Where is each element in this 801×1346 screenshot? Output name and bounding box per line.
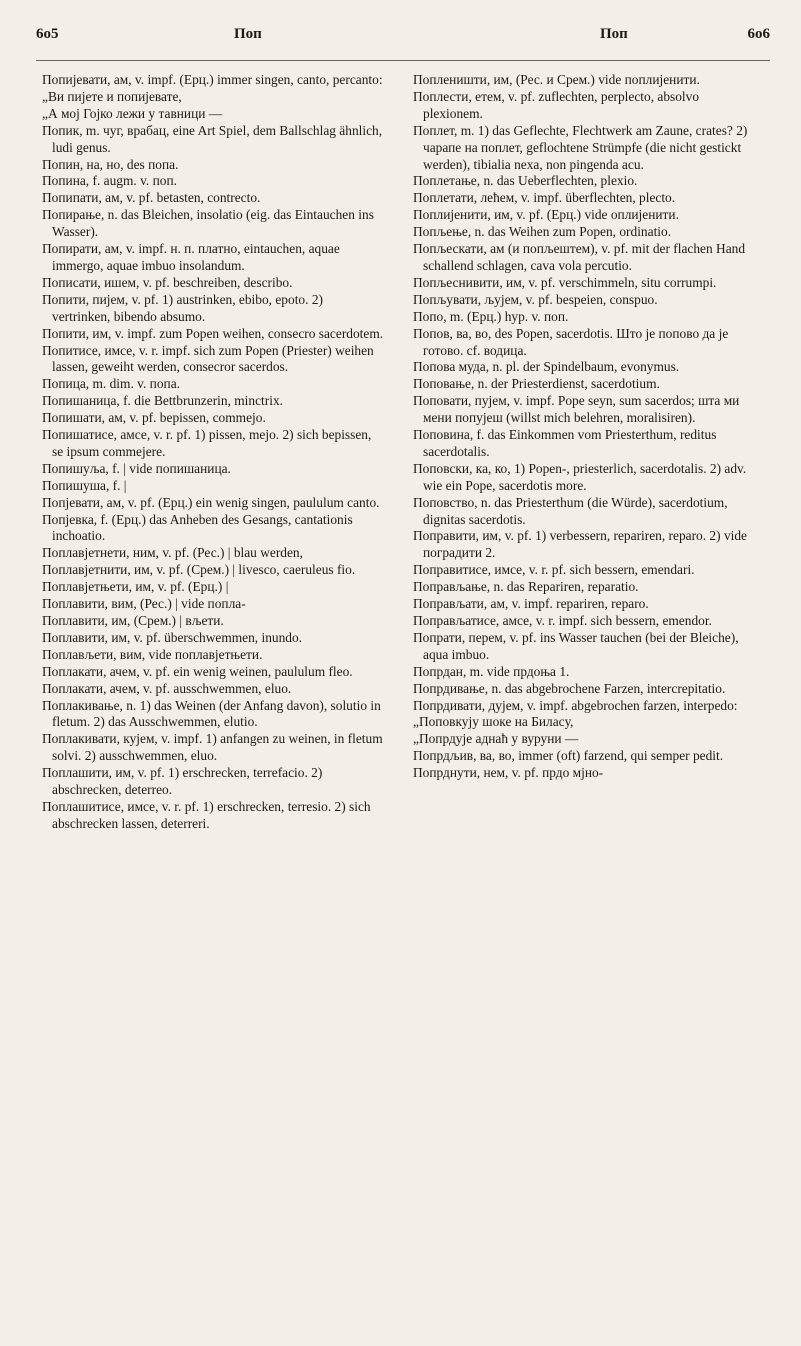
page-header bbox=[36, 26, 770, 54]
header-rule bbox=[36, 60, 770, 61]
dictionary-entry: Попљење, n. das Weihen zum Popen, ordinatio. bbox=[413, 224, 672, 240]
dictionary-entry: Поплакати, ачем, v. pf. ausschwemmen, eluo. bbox=[42, 680, 292, 696]
dictionary-entry: Попрдан, m. vide прдоња 1. bbox=[413, 663, 570, 679]
dictionary-entry: Поплавити, вим, (Рес.) | vide попла- bbox=[42, 596, 246, 612]
dictionary-entry: Попина, f. augm. v. поп. bbox=[42, 173, 177, 189]
page-number-left: 6o5 bbox=[36, 26, 59, 42]
dictionary-entry: Попити, пијем, v. pf. 1) austrinken, ebibo, epoto. 2) vertrinken, bibendo absumo. bbox=[42, 291, 323, 324]
dictionary-entry: Попишаница, f. die Bettbrunzerin, minctrix. bbox=[42, 393, 283, 409]
dictionary-entry: Попин, на, но, des попа. bbox=[42, 156, 179, 172]
dictionary-entry: Попишатисе, амсе, v. r. pf. 1) pissen, mejo. 2) sich bepissen, se ipsum commejere. bbox=[42, 427, 372, 459]
dictionary-entry: Попица, m. dim. v. попа. bbox=[42, 376, 180, 392]
dictionary-entry: Попљескати, ам (и попљештем), v. pf. mit der flachen Hand schallend schlagen, cava vola percutio. bbox=[413, 241, 746, 273]
running-head-right: Поп bbox=[600, 26, 628, 42]
dictionary-entry: Попрдивати, дујем, v. impf. abgebrochen farzen, interpedo: bbox=[413, 697, 738, 713]
dictionary-entry: Попљеснивити, им, v. pf. verschimmeln, situ corrumpi. bbox=[413, 274, 717, 290]
dictionary-entry: Попрднути, нем, v. pf. прдо мјно- bbox=[413, 765, 604, 781]
dictionary-entry: „Попрдује аднаћ у вуруни — bbox=[413, 731, 579, 747]
dictionary-entry: Поправљати, ам, v. impf. repariren, reparo. bbox=[413, 596, 649, 612]
dictionary-entry: Поплакивање, n. 1) das Weinen (der Anfang davon), solutio in fletum. 2) das Ausschwemmen, elutio. bbox=[42, 697, 381, 730]
dictionary-entry: Поповати, пујем, v. impf. Pope seyn, sum sacerdos; шта ми мени попујеш (willst mich belehren, moralisiren). bbox=[413, 393, 740, 426]
dictionary-entry: Попљувати, љујем, v. pf. bespeien, conspuo. bbox=[413, 291, 658, 307]
dictionary-entry: Попрдљив, ва, во, immer (oft) farzend, qui semper pedit. bbox=[413, 748, 724, 764]
dictionary-entry: Попирање, n. das Bleichen, insolatio (eig. das Eintauchen ins Wasser). bbox=[42, 207, 374, 240]
dictionary-entry: Поплијенити, им, v. pf. (Ерц.) vide оплијенити. bbox=[413, 207, 679, 223]
dictionary-entry: Попов, ва, во, des Popen, sacerdotis. Што је попово да је готово. cf. водица. bbox=[413, 325, 729, 358]
dictionary-entry: Поповски, ка, ко, 1) Popen-, priesterlich, sacerdotalis. 2) adv. wie ein Pope, sacerdotis more. bbox=[413, 460, 747, 493]
dictionary-entry: Попипати, ам, v. pf. betasten, contrecto. bbox=[42, 190, 261, 206]
dictionary-entry: Попишуља, f. | vide попишаница. bbox=[42, 460, 231, 476]
dictionary-entry: Поплетати, лећем, v. impf. überflechten, plecto. bbox=[413, 190, 676, 206]
dictionary-entry: Поплести, етем, v. pf. zuflechten, perplecto, absolvo plexionem. bbox=[413, 88, 700, 121]
dictionary-entry: Поплавити, им, (Срем.) | вљети. bbox=[42, 613, 224, 628]
dictionary-entry: Поповина, f. das Einkommen vom Priesterthum, reditus sacerdotalis. bbox=[413, 427, 717, 459]
dictionary-entry: Попишати, ам, v. pf. bepissen, commejo. bbox=[42, 410, 266, 426]
dictionary-entry: Попити, им, v. impf. zum Popen weihen, consecro sacerdotem. bbox=[42, 325, 384, 341]
page-number-right: 6o6 bbox=[747, 26, 770, 42]
dictionary-entry: Попрдивање, n. das abgebrochene Farzen, intercrepitatio. bbox=[413, 680, 726, 696]
left-column bbox=[42, 72, 384, 833]
dictionary-entry: Поправити, им, v. pf. 1) verbessern, repariren, reparo. 2) vide поградити 2. bbox=[413, 528, 747, 561]
dictionary-entry: Попленишти, им, (Рес. и Срем.) vide поплијенити. bbox=[413, 72, 700, 87]
running-head-left: Поп bbox=[234, 26, 262, 42]
dictionary-entry: Поправљање, n. das Repariren, reparatio. bbox=[413, 579, 639, 595]
dictionary-entry: Поплавјетнети, ним, v. pf. (Рес.) | blau werden, bbox=[42, 545, 303, 561]
dictionary-entry: Поплашитисе, имсе, v. r. pf. 1) erschrecken, terresio. 2) sich abschrecken lassen, deterreri. bbox=[42, 798, 371, 831]
dictionary-entry: „Ви пијете и попијевате, bbox=[42, 88, 182, 104]
dictionary-entry: Поплавјетњети, им, v. pf. (Ерц.) | bbox=[42, 579, 229, 595]
dictionary-entry: Поплавјетнити, им, v. pf. (Срем.) | livesco, caeruleus fio. bbox=[42, 562, 356, 578]
dictionary-entry: Поплавити, им, v. pf. überschwemmen, inundo. bbox=[42, 629, 303, 645]
dictionary-entry: Поправљатисе, амсе, v. r. impf. sich bessern, emendor. bbox=[413, 613, 712, 628]
dictionary-entry: Пописати, ишем, v. pf. beschreiben, describo. bbox=[42, 274, 293, 290]
dictionary-entry: Поправитисе, имсе, v. r. pf. sich bessern, emendari. bbox=[413, 562, 695, 578]
dictionary-entry: Поплетање, n. das Ueberflechten, plexio. bbox=[413, 173, 638, 189]
dictionary-entry: Попик, m. чуг, врабац, eine Art Spiel, dem Ballschlag ähnlich, ludi genus. bbox=[42, 122, 383, 155]
dictionary-entry: Попитисе, имсе, v. r. impf. sich zum Popen (Priester) weihen lassen, geweiht werden, consecror sacerdos. bbox=[42, 342, 374, 375]
dictionary-entry: Попјевка, f. (Ерц.) das Anheben des Gesangs, cantationis inchoatio. bbox=[42, 511, 353, 544]
dictionary-entry: Поплакивати, кујем, v. impf. 1) anfangen zu weinen, in fletum solvi. 2) ausschwemmen, eluo. bbox=[42, 731, 383, 764]
dictionary-entry: Поповање, n. der Priesterdienst, sacerdotium. bbox=[413, 376, 660, 392]
dictionary-entry: Попо, m. (Ерц.) hyp. v. поп. bbox=[413, 308, 569, 324]
dictionary-entry: Поповство, n. das Priesterthum (die Würde), sacerdotium, dignitas sacerdotis. bbox=[413, 494, 728, 527]
dictionary-entry: Поплашити, им, v. pf. 1) erschrecken, terrefacio. 2) abschrecken, deterreo. bbox=[42, 765, 323, 798]
right-column bbox=[413, 72, 755, 782]
dictionary-entry: Попрати, перем, v. pf. ins Wasser tauchen (bei der Bleiche), aqua imbuo. bbox=[413, 629, 739, 662]
dictionary-entry: „А мој Гојко лежи у тавници — bbox=[42, 105, 223, 121]
dictionary-entry: Попијевати, ам, v. impf. (Ерц.) immer singen, canto, percanto: bbox=[42, 72, 383, 87]
dictionary-entry: Попирати, ам, v. impf. н. п. платно, eintauchen, aquae immergo, aquae imbuo insolandum. bbox=[42, 241, 340, 273]
dictionary-entry: Поплављети, вим, vide поплавјетњети. bbox=[42, 646, 263, 662]
dictionary-entry: Попишуша, f. | bbox=[42, 477, 127, 493]
dictionary-entry: „Поповкују шоке на Билаcу, bbox=[413, 714, 574, 730]
dictionary-entry: Попова муда, n. pl. der Spindelbaum, evonymus. bbox=[413, 359, 680, 375]
dictionary-entry: Поплакати, ачем, v. pf. ein wenig weinen, paululum fleo. bbox=[42, 663, 353, 679]
dictionary-entry: Попјевати, ам, v. pf. (Ерц.) ein wenig singen, paululum canto. bbox=[42, 494, 380, 510]
dictionary-entry: Поплет, m. 1) das Geflechte, Flechtwerk am Zaune, crates? 2) чарапе на поплет, geflochtene Strümpfe (die nicht gestickt werden), tibialia nexa, non pingenda acu. bbox=[413, 122, 748, 172]
